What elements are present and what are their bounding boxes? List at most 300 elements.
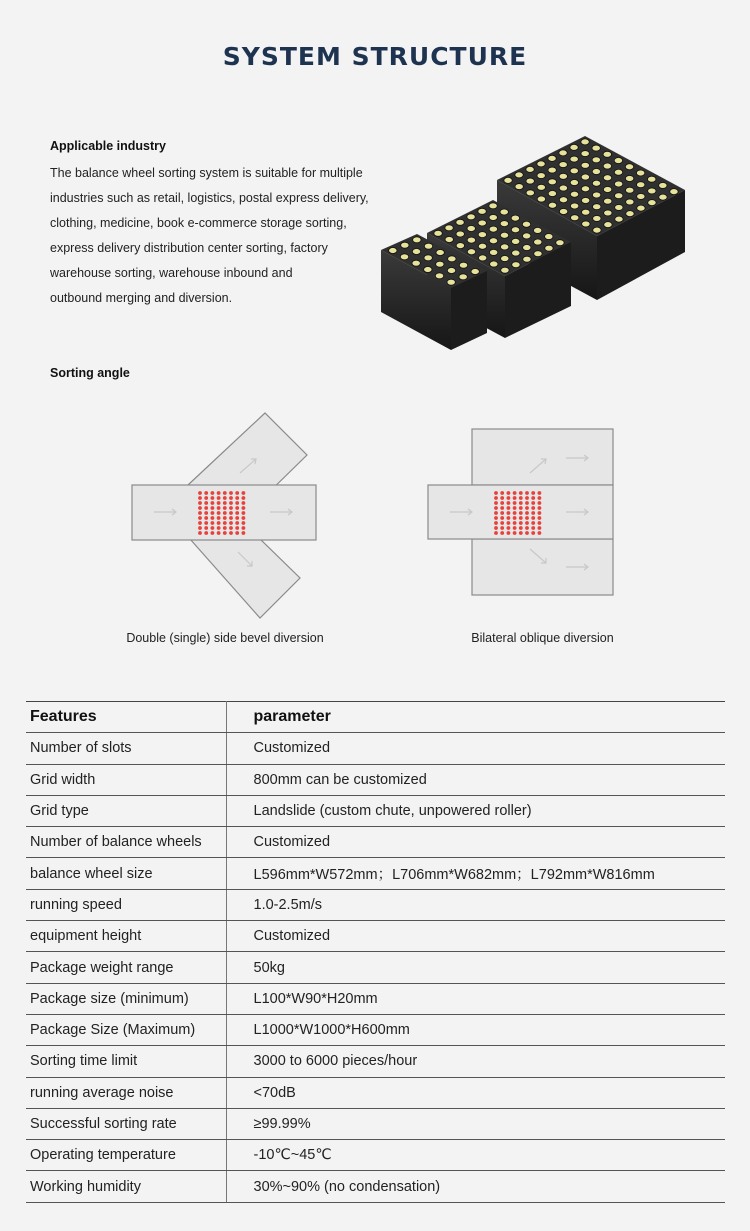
wheel-dot [513, 491, 517, 495]
wheel-dot [211, 511, 215, 515]
wheel [401, 242, 409, 248]
wheel-dot [500, 491, 504, 495]
wheel-dot [494, 501, 498, 505]
wheel [670, 189, 678, 195]
caption-bilateral: Bilateral oblique diversion [471, 631, 614, 645]
wheel [500, 209, 508, 215]
wheel-dot [519, 531, 523, 535]
feature-cell: Package weight range [26, 952, 226, 983]
wheel-dot [531, 521, 535, 525]
wheel-dot [513, 526, 517, 530]
feature-cell: Number of balance wheels [26, 827, 226, 858]
wheel [467, 225, 475, 231]
wheel-dot [223, 511, 227, 515]
wheel-dot [229, 521, 233, 525]
wheel-dot [223, 531, 227, 535]
wheel [412, 260, 420, 266]
wheel [548, 202, 556, 208]
wheel-dot [204, 531, 208, 535]
wheel [637, 205, 645, 211]
wheel-dot [500, 521, 504, 525]
wheel-dot [229, 511, 233, 515]
wheel [581, 151, 589, 157]
wheel [592, 169, 600, 175]
wheel [478, 243, 486, 249]
wheel [570, 180, 578, 186]
wheel [515, 184, 523, 190]
wheel-dot [223, 506, 227, 510]
wheel [537, 184, 545, 190]
wheel [559, 197, 567, 203]
wheel [626, 199, 634, 205]
parameter-cell: L100*W90*H20mm [226, 983, 725, 1014]
wheel-dot [531, 501, 535, 505]
wheel [501, 256, 509, 262]
wheel-dot [525, 506, 529, 510]
industry-line: industries such as retail, logistics, postal express delivery, [50, 191, 369, 205]
wheel [490, 261, 498, 267]
wheel [559, 173, 567, 179]
wheel [511, 227, 519, 233]
wheel [412, 249, 420, 255]
parameter-cell: <70dB [226, 1077, 725, 1108]
bilateral-diversion-diagram [426, 425, 618, 600]
lower-diagonal-lane [190, 539, 300, 618]
wheel-dot [204, 526, 208, 530]
wheel [648, 188, 656, 194]
wheel [581, 197, 589, 203]
wheel-dot [531, 506, 535, 510]
wheel-dot [507, 516, 511, 520]
wheel [581, 186, 589, 192]
feature-cell: equipment height [26, 921, 226, 952]
wheel [456, 219, 464, 225]
wheel [504, 177, 512, 183]
table-row [26, 1171, 725, 1202]
wheel-dot [519, 516, 523, 520]
spec-table [26, 701, 725, 1203]
feature-cell: Operating temperature [26, 1140, 226, 1171]
wheel-dot [525, 496, 529, 500]
wheel [459, 262, 467, 268]
wheel [445, 225, 453, 231]
wheel [548, 191, 556, 197]
wheel-dot [229, 526, 233, 530]
wheel-dot [242, 531, 246, 535]
wheel-dot [500, 496, 504, 500]
wheel-dot [500, 516, 504, 520]
table-row [26, 1046, 725, 1077]
wheel [526, 178, 534, 184]
wheel-dot [494, 521, 498, 525]
wheel [389, 248, 397, 254]
sorting-heading: Sorting angle [50, 366, 130, 380]
wheel-dot [211, 506, 215, 510]
wheel-dot [525, 516, 529, 520]
wheel [545, 245, 553, 251]
wheel-dot [242, 501, 246, 505]
module-illustration [375, 128, 715, 353]
wheel [582, 209, 590, 215]
wheel-dot [507, 501, 511, 505]
wheel-dot [507, 526, 511, 530]
wheel-dot [235, 516, 239, 520]
wheel [559, 150, 567, 156]
wheel [614, 169, 622, 175]
wheel [526, 166, 534, 172]
wheel [559, 185, 567, 191]
wheel-dot [494, 526, 498, 530]
wheel-dot [525, 501, 529, 505]
wheel [500, 232, 508, 238]
caption-bevel: Double (single) side bevel diversion [126, 631, 324, 645]
feature-cell: Working humidity [26, 1171, 226, 1202]
wheel-dot [242, 521, 246, 525]
parameter-cell: 800mm can be customized [226, 764, 725, 795]
page-title: SYSTEM STRUCTURE [222, 42, 528, 71]
wheel-dot [198, 516, 202, 520]
wheel-dot [198, 531, 202, 535]
wheel-dot [507, 521, 511, 525]
wheel [456, 243, 464, 249]
wheel-dot [525, 511, 529, 515]
wheel [626, 187, 634, 193]
wheel [511, 215, 519, 221]
wheel [523, 245, 531, 251]
wheel [548, 167, 556, 173]
lower-lane [472, 539, 613, 595]
wheel-dot [519, 521, 523, 525]
wheel-dot [513, 521, 517, 525]
wheel-dot [235, 491, 239, 495]
wheel-dot [217, 496, 221, 500]
wheel-dot [235, 496, 239, 500]
wheel [648, 176, 656, 182]
wheel [603, 163, 611, 169]
parameter-cell: -10℃~45℃ [226, 1140, 725, 1171]
wheel [603, 186, 611, 192]
wheel-dot [217, 511, 221, 515]
wheel [459, 274, 467, 280]
wheel [637, 193, 645, 199]
parameter-cell: 50kg [226, 952, 725, 983]
bevel-diversion-diagram [120, 405, 330, 625]
wheel-dot [538, 491, 542, 495]
upper-lane [472, 429, 613, 485]
wheel-dot [538, 511, 542, 515]
wheel-dot [217, 526, 221, 530]
wheel [603, 175, 611, 181]
industry-line: express delivery distribution center sorting, factory [50, 241, 328, 255]
wheel-dot [217, 506, 221, 510]
wheel-dot [211, 496, 215, 500]
wheel-dot [211, 516, 215, 520]
wheel-dot [211, 521, 215, 525]
wheel [512, 262, 520, 268]
wheel [511, 238, 519, 244]
header-features: Features [26, 702, 226, 733]
wheel [626, 211, 634, 217]
wheel-dot [525, 526, 529, 530]
wheel-dot [513, 506, 517, 510]
wheel [581, 174, 589, 180]
parameter-cell: Customized [226, 733, 725, 764]
wheel-dot [531, 526, 535, 530]
wheel [593, 215, 601, 221]
industry-heading: Applicable industry [50, 139, 166, 153]
feature-cell: Grid type [26, 795, 226, 826]
wheel-dot [242, 491, 246, 495]
wheel [603, 151, 611, 157]
wheel [467, 249, 475, 255]
table-row [26, 889, 725, 920]
parameter-cell: Landslide (custom chute, unpowered roller) [226, 795, 725, 826]
wheel [467, 214, 475, 220]
wheel-dot [538, 501, 542, 505]
wheel-dot [198, 521, 202, 525]
wheel-dot [538, 496, 542, 500]
wheel-dot [217, 501, 221, 505]
wheel [648, 200, 656, 206]
wheel-dot [500, 526, 504, 530]
wheel-dot [494, 511, 498, 515]
wheel [413, 237, 421, 243]
header-parameter: parameter [226, 702, 725, 733]
parameter-cell: 3000 to 6000 pieces/hour [226, 1046, 725, 1077]
parameter-cell: 30%~90% (no condensation) [226, 1171, 725, 1202]
table-row [26, 1108, 725, 1139]
wheel [471, 269, 479, 275]
wheel-dot [531, 496, 535, 500]
wheel-dot [242, 526, 246, 530]
wheel [467, 237, 475, 243]
wheel-dot [217, 516, 221, 520]
wheel-dot [519, 511, 523, 515]
feature-cell: Number of slots [26, 733, 226, 764]
wheel-dot [235, 501, 239, 505]
wheel-dot [223, 526, 227, 530]
wheel-dot [211, 526, 215, 530]
wheel-dot [204, 506, 208, 510]
wheel [489, 203, 497, 209]
wheel-dot [519, 496, 523, 500]
wheel-dot [229, 506, 233, 510]
wheel [515, 172, 523, 178]
table-row [26, 1014, 725, 1045]
wheel [522, 221, 530, 227]
industry-line: warehouse sorting, warehouse inbound and [50, 266, 293, 280]
wheel [625, 175, 633, 181]
wheel [625, 164, 633, 170]
wheel [659, 182, 667, 188]
wheel-dot [494, 506, 498, 510]
wheel [559, 208, 567, 214]
wheel-dot [531, 511, 535, 515]
wheel-dot [198, 491, 202, 495]
wheel-dot [494, 491, 498, 495]
wheel [604, 198, 612, 204]
wheel [500, 221, 508, 227]
table-row [26, 1140, 725, 1171]
wheel [512, 250, 520, 256]
wheel-dot [217, 531, 221, 535]
wheel [478, 255, 486, 261]
wheel [424, 267, 432, 273]
parameter-cell: Customized [226, 921, 725, 952]
wheel-dot [500, 501, 504, 505]
wheel-dot [235, 521, 239, 525]
table-row [26, 983, 725, 1014]
wheel [478, 232, 486, 238]
feature-cell: balance wheel size [26, 858, 226, 889]
wheel [559, 162, 567, 168]
table-row [26, 921, 725, 952]
wheel [534, 239, 542, 245]
wheel-dot [223, 491, 227, 495]
industry-line: clothing, medicine, book e-commerce storage sorting, [50, 216, 347, 230]
wheel [570, 156, 578, 162]
wheel [447, 268, 455, 274]
wheel [592, 180, 600, 186]
wheel-dot [519, 506, 523, 510]
wheel-dot [507, 496, 511, 500]
table-row [26, 733, 725, 764]
wheel-dot [538, 526, 542, 530]
parameter-cell: 1.0-2.5m/s [226, 889, 725, 920]
wheel [489, 238, 497, 244]
wheel [537, 173, 545, 179]
wheel-dot [211, 491, 215, 495]
wheel [571, 215, 579, 221]
parameter-cell: ≥99.99% [226, 1108, 725, 1139]
wheel [435, 273, 443, 279]
feature-cell: Sorting time limit [26, 1046, 226, 1077]
wheel [592, 192, 600, 198]
wheel-dot [500, 506, 504, 510]
wheel-dot [198, 511, 202, 515]
wheel [637, 182, 645, 188]
wheel-dot [204, 516, 208, 520]
table-row [26, 764, 725, 795]
wheel-dot [531, 491, 535, 495]
wheel [523, 256, 531, 262]
wheel-dot [242, 516, 246, 520]
table-row [26, 827, 725, 858]
wheel [581, 162, 589, 168]
wheel-dot [507, 491, 511, 495]
wheel-dot [204, 496, 208, 500]
wheel [537, 196, 545, 202]
wheel-dot [519, 491, 523, 495]
wheel-dot [513, 501, 517, 505]
wheel-dot [494, 516, 498, 520]
wheel-dot [242, 511, 246, 515]
parameter-cell: L596mm*W572mm；L706mm*W682mm；L792mm*W816mm [226, 858, 725, 889]
wheel-dot [217, 491, 221, 495]
wheel [424, 243, 432, 249]
table-row [26, 795, 725, 826]
wheel [545, 234, 553, 240]
wheel [436, 250, 444, 256]
wheel-dot [204, 521, 208, 525]
wheel [501, 267, 509, 273]
wheel-dot [525, 491, 529, 495]
industry-line: outbound merging and diversion. [50, 291, 233, 305]
wheel [659, 194, 667, 200]
wheel-dot [198, 501, 202, 505]
wheel [593, 227, 601, 233]
table-header-row [26, 702, 725, 733]
wheel-dot [204, 501, 208, 505]
wheel [548, 155, 556, 161]
wheel-dot [204, 491, 208, 495]
wheel [500, 244, 508, 250]
wheel-dot [198, 496, 202, 500]
wheel [489, 214, 497, 220]
wheel [456, 231, 464, 237]
wheel-dot [538, 531, 542, 535]
wheel-dot [531, 516, 535, 520]
wheel-dot [229, 516, 233, 520]
wheel-dot [198, 526, 202, 530]
table-row [26, 858, 725, 889]
wheel-dot [204, 511, 208, 515]
wheel [434, 230, 442, 236]
wheel [522, 233, 530, 239]
wheel-dot [242, 506, 246, 510]
wheel-dot [500, 511, 504, 515]
wheel-dot [525, 521, 529, 525]
wheel-dot [513, 496, 517, 500]
wheel [614, 181, 622, 187]
wheel [570, 191, 578, 197]
wheel [570, 168, 578, 174]
wheel-dot [507, 511, 511, 515]
wheel [604, 210, 612, 216]
wheel [556, 240, 564, 246]
wheel-dot [229, 501, 233, 505]
wheel-dot [500, 531, 504, 535]
wheel [592, 145, 600, 151]
wheel-dot [229, 491, 233, 495]
wheel [570, 144, 578, 150]
industry-paragraph [50, 161, 400, 311]
industry-line: The balance wheel sorting system is suitable for multiple [50, 166, 363, 180]
feature-cell: running average noise [26, 1077, 226, 1108]
wheel-dot [223, 521, 227, 525]
wheel-dot [513, 516, 517, 520]
wheel [424, 255, 432, 261]
feature-cell: running speed [26, 889, 226, 920]
wheel-dot [538, 516, 542, 520]
wheel [570, 203, 578, 209]
wheel-dot [235, 526, 239, 530]
wheel [615, 204, 623, 210]
wheel [534, 251, 542, 257]
wheel-dot [235, 511, 239, 515]
wheel [615, 193, 623, 199]
wheel-dot [229, 531, 233, 535]
wheel-dot [223, 516, 227, 520]
table-row [26, 952, 725, 983]
parameter-cell: L1000*W1000*H600mm [226, 1014, 725, 1045]
wheel [581, 139, 589, 145]
wheel-dot [507, 531, 511, 535]
wheel-dot [211, 501, 215, 505]
wheel [478, 220, 486, 226]
wheel-dot [217, 521, 221, 525]
feature-cell: Grid width [26, 764, 226, 795]
